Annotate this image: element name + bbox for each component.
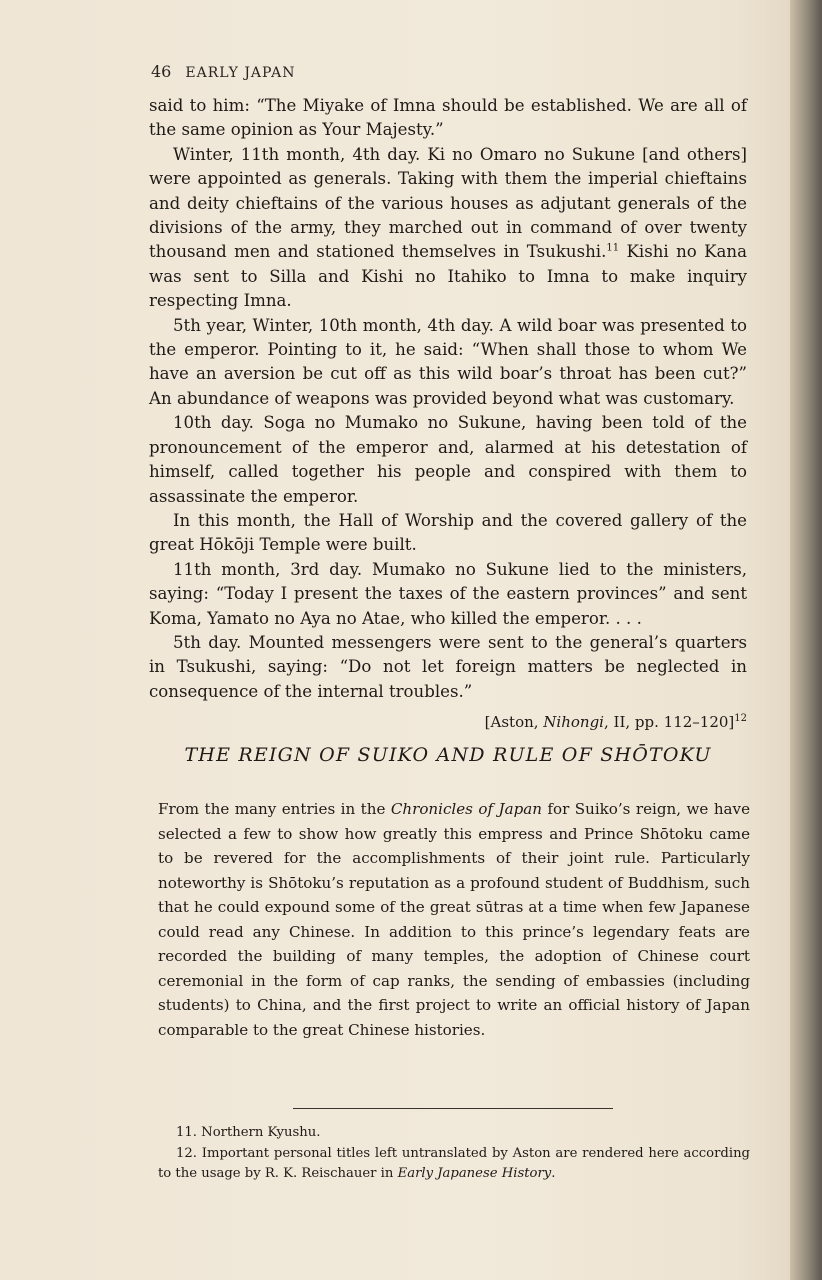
paragraph: In this month, the Hall of Worship and the covered gallery of the great Hōkōji Temple were built. bbox=[149, 510, 747, 555]
footnotes bbox=[158, 1123, 750, 1185]
footnote-text: . bbox=[551, 1166, 556, 1181]
main-text bbox=[149, 94, 747, 735]
book-spine-shadow bbox=[790, 0, 822, 1280]
paragraph: 11th month, 3rd day. Mumako no Sukune lied to the ministers, saying: “Today I present the taxes of the eastern provinces” and sent Koma, Yamato no Aya no Atae, who killed the emperor. . . . bbox=[149, 559, 747, 628]
footnote-12 bbox=[158, 1144, 750, 1185]
citation bbox=[149, 710, 747, 734]
footnote-ref-11: 11 bbox=[606, 242, 620, 254]
paragraph: 10th day. Soga no Mumako no Sukune, having been told of the pronouncement of the emperor and, alarmed at his detestation of himself, called together his people and conspired with them to assassinate the emperor. bbox=[149, 413, 747, 506]
intro-text: From the many entries in the bbox=[158, 800, 391, 818]
paragraph bbox=[149, 143, 747, 314]
footnote-11: 11. Northern Kyushu. bbox=[176, 1125, 321, 1140]
citation-text: [Aston, bbox=[484, 713, 544, 732]
citation-text: , II, pp. 112–120] bbox=[603, 713, 735, 732]
running-head bbox=[151, 62, 296, 81]
intro-paragraph bbox=[158, 797, 750, 1042]
citation-title: Nihongi bbox=[543, 713, 604, 732]
page-number: 46 bbox=[151, 62, 172, 81]
footnote-text: 12. Important personal titles left untranslated by Aston are rendered here according to the usage by R. K. Reischauer in bbox=[158, 1145, 750, 1181]
paragraph-text: Winter, 11th month, 4th day. Ki no Omaro no Sukune [and others] were appointed as generals. Taking with them the imperial chieftains and deity chieftains of the various houses as adjutant generals of the divisions of the army, they marched out in command of over twenty thousand men and stationed themselves in Tsukushi. bbox=[149, 144, 747, 262]
paragraph: said to him: “The Miyake of Imna should be established. We are all of the same opinion as Your Majesty.” bbox=[149, 96, 747, 140]
intro-text: for Suiko’s reign, we have selected a few to show how greatly this empress and Prince Shōtoku came to be revered for the accomplishments of their joint rule. Particularly noteworthy is Shōtoku’s reputation as a profound student of Buddhism, such that he could expound some of the great sūtras at a time when few Japanese could read any Chinese. In addition to this prince’s legendary feats are recorded the building of many temples, the adoption of Chinese court ceremonial in the form of cap ranks, the sending of embassies (including students) to China, and the first project to write an official history of Japan comparable to the great Chinese histories. bbox=[158, 800, 750, 1039]
intro-title: Chronicles of Japan bbox=[390, 800, 542, 818]
section-intro bbox=[158, 797, 750, 1042]
paragraph: 5th year, Winter, 10th month, 4th day. A wild boar was presented to the emperor. Pointing to it, he said: “When shall those to whom We have an aversion be cut off as this wild boar’s throat has been cut?” An abundance of weapons was provided beyond what was customary. bbox=[149, 315, 747, 408]
section-heading: THE REIGN OF SUIKO AND RULE OF SHŌTOKU bbox=[184, 744, 712, 766]
paragraph: 5th day. Mounted messengers were sent to the general’s quarters in Tsukushi, saying: “Do not let foreign matters be neglected in consequence of the internal troubles.” bbox=[149, 632, 747, 701]
footnote-divider bbox=[293, 1108, 613, 1109]
footnote-ref-12: 12 bbox=[734, 713, 747, 725]
footnote-title: Early Japanese History bbox=[397, 1166, 552, 1181]
running-head-title: EARLY JAPAN bbox=[185, 65, 296, 81]
paragraph-text: Kishi no Kana was sent to Silla and Kishi no Itahiko to Imna to make inquiry respecting Imna. bbox=[149, 242, 747, 311]
